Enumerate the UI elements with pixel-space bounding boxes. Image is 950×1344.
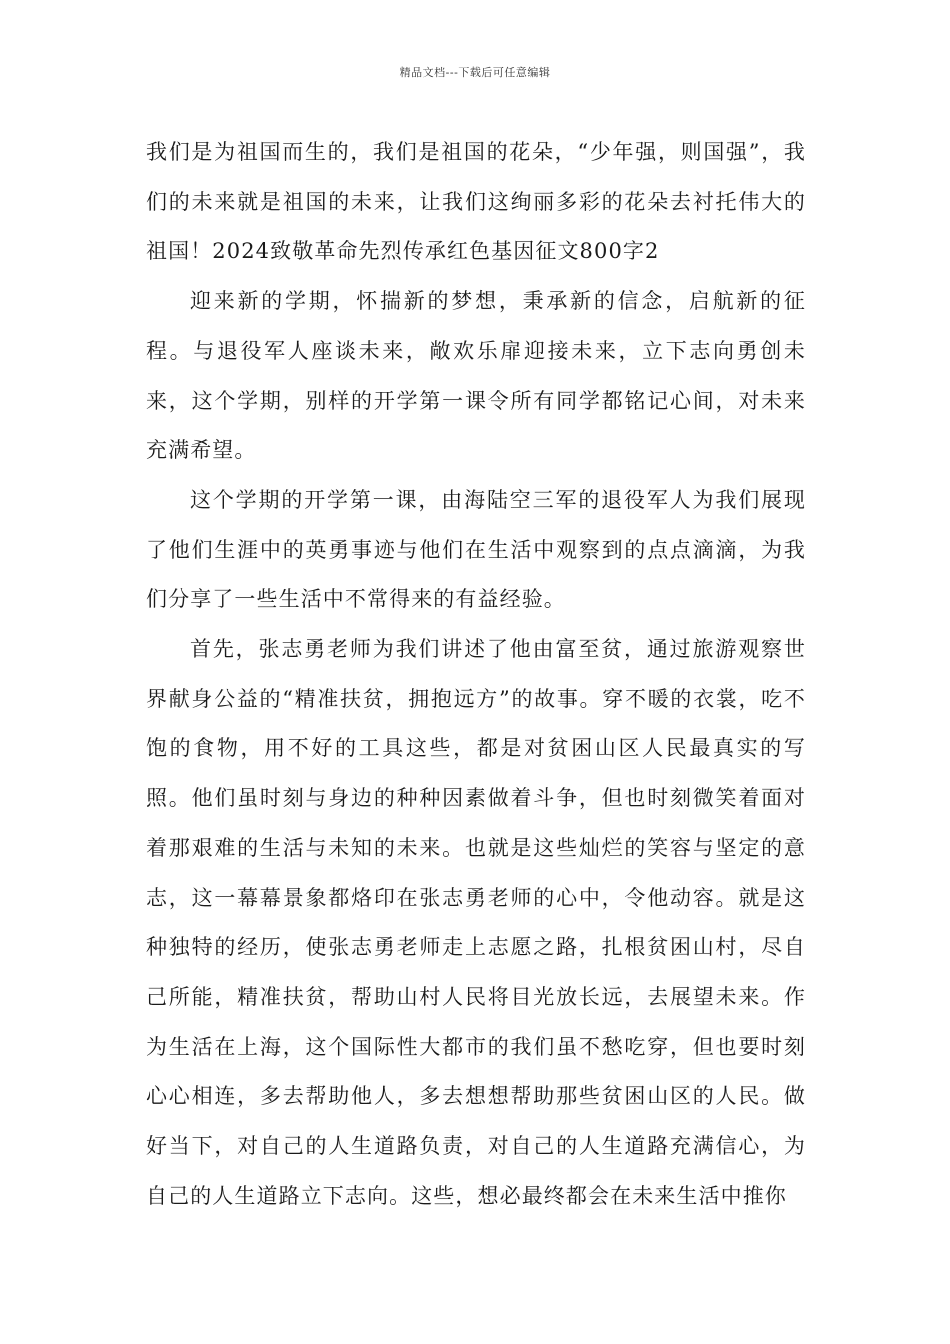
page-header: 精品文档---下载后可任意编辑 [399,66,551,79]
paragraph-first-lesson: 这个学期的开学第一课，由海陆空三军的退役军人为我们展现了他们生涯中的英勇事迹与他们在生活中观察到的点点滴滴，为我们分享了一些生活中不常得来的有益经验。 [146,487,806,612]
document-body [146,128,806,1221]
paragraph-zhang-zhiyong: 首先，张志勇老师为我们讲述了他由富至贫，通过旅游观察世界献身公益的“精准扶贫，拥抱远方”的故事。穿不暖的衣裳，吃不饱的食物，用不好的工具这些，都是对贫困山区人民最真实的写照。他们虽时刻与身边的种种因素做着斗争，但也时刻微笑着面对着那艰难的生活与未知的未来。也就是这些灿烂的笑容与坚定的意志，这一幕幕景象都烙印在张志勇老师的心中，令他动容。就是这种独特的经历，使张志勇老师走上志愿之路，扎根贫困山村，尽自己所能，精准扶贫，帮助山村人民将目光放长远，去展望未来。作为生活在上海，这个国际性大都市的我们虽不愁吃穿，但也要时刻心心相连，多去帮助他人，多去想想帮助那些贫困山区的人民。做好当下，对自己的人生道路负责，对自己的人生道路充满信心，为自己的人生道路立下志向。这些，想必最终都会在未来生活中推你 [146,637,806,1208]
paragraph-intro: 迎来新的学期，怀揣新的梦想，秉承新的信念，启航新的征程。与退役军人座谈未来，敞欢乐扉迎接未来，立下志向勇创未来，这个学期，别样的开学第一课令所有同学都铭记心间，对未来充满希望。 [146,289,806,463]
paragraph-closing: 我们是为祖国而生的，我们是祖国的花朵，“少年强，则国强”，我们的未来就是祖国的未来，让我们这绚丽多彩的花朵去衬托伟大的祖国！2024致敬革命先烈传承红色基因征文800字2 [146,140,807,264]
